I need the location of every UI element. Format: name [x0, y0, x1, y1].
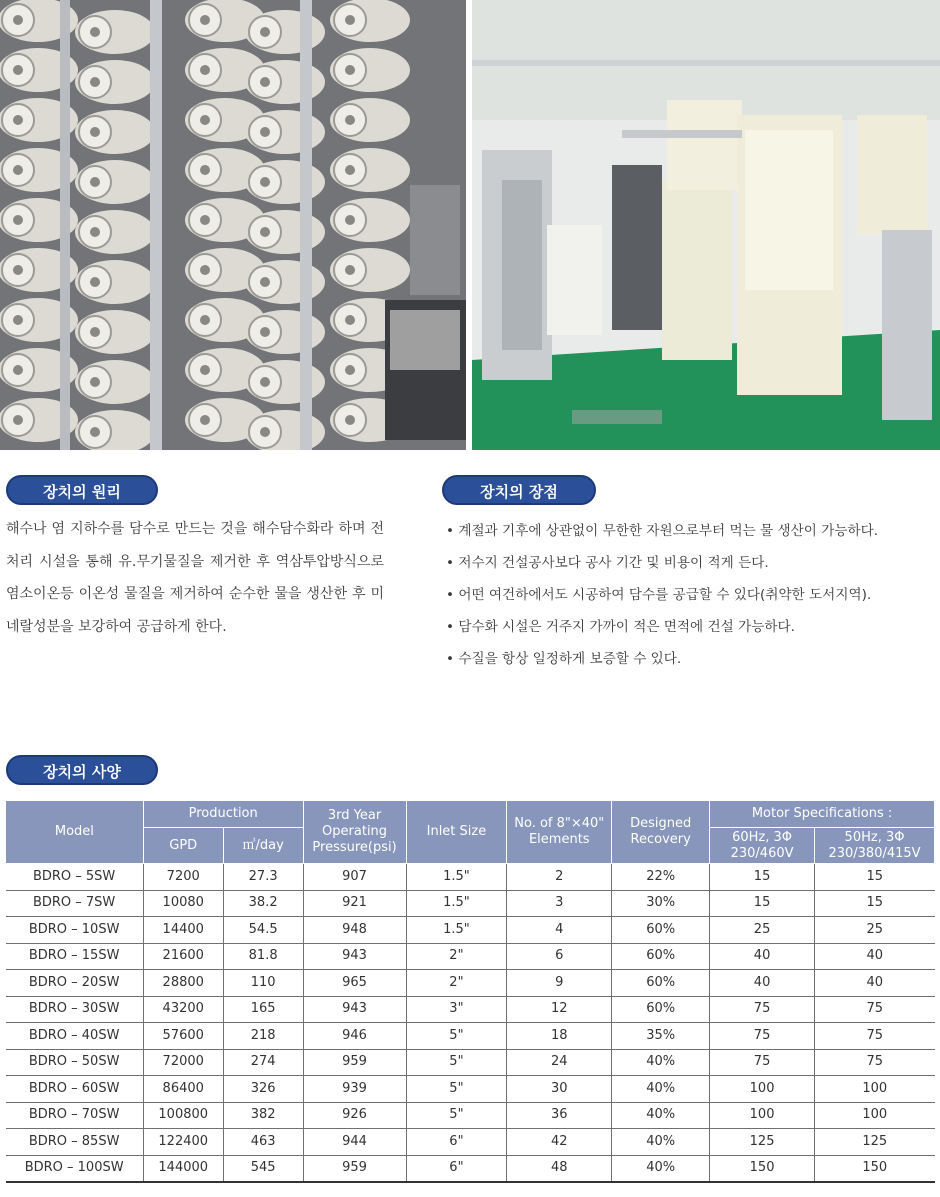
cell-inlet: 1.5" [406, 864, 507, 891]
advantage-item: • 담수화 시설은 거주지 가까이 적은 면적에 건설 가능하다. [446, 611, 938, 643]
col-header-production: Production [143, 801, 303, 828]
cell-motor-50hz: 25 [815, 917, 935, 944]
advantage-item: • 계절과 기후에 상관없이 무한한 자원으로부터 먹는 물 생산이 가능하다. [446, 515, 938, 547]
cell-motor-60hz: 150 [710, 1155, 815, 1182]
cell-inlet: 3" [406, 996, 507, 1023]
cell-model: BDRO – 20SW [6, 970, 144, 997]
cell-recovery: 40% [612, 1129, 710, 1156]
cell-pressure: 944 [303, 1129, 406, 1156]
pressure-header-line: 3rd Year [327, 808, 382, 823]
cell-inlet: 5" [406, 1102, 507, 1129]
cell-m3day: 382 [223, 1102, 303, 1129]
advantage-item: • 저수지 건설공사보다 공사 기간 및 비용이 적게 든다. [446, 547, 938, 579]
table-row [6, 1049, 935, 1076]
cell-elements: 48 [507, 1155, 612, 1182]
cell-elements: 18 [507, 1023, 612, 1050]
table-row [6, 1076, 935, 1103]
cell-elements: 2 [507, 864, 612, 891]
cell-motor-50hz: 75 [815, 1023, 935, 1050]
cell-pressure: 946 [303, 1023, 406, 1050]
col-header-gpd: GPD [143, 828, 223, 864]
cell-recovery: 60% [612, 917, 710, 944]
cell-model: BDRO – 70SW [6, 1102, 144, 1129]
cell-gpd: 21600 [143, 943, 223, 970]
table-row [6, 917, 935, 944]
cell-m3day: 54.5 [223, 917, 303, 944]
cell-m3day: 27.3 [223, 864, 303, 891]
cell-gpd: 7200 [143, 864, 223, 891]
cell-inlet: 5" [406, 1049, 507, 1076]
cell-motor-60hz: 40 [710, 970, 815, 997]
membrane-rack-photo [0, 0, 466, 450]
cell-gpd: 144000 [143, 1155, 223, 1182]
cell-elements: 4 [507, 917, 612, 944]
cell-recovery: 60% [612, 943, 710, 970]
table-row [6, 970, 935, 997]
cell-pressure: 959 [303, 1155, 406, 1182]
cell-gpd: 43200 [143, 996, 223, 1023]
cell-elements: 36 [507, 1102, 612, 1129]
cell-elements: 24 [507, 1049, 612, 1076]
cell-m3day: 326 [223, 1076, 303, 1103]
cell-m3day: 110 [223, 970, 303, 997]
cell-model: BDRO – 60SW [6, 1076, 144, 1103]
cell-pressure: 926 [303, 1102, 406, 1129]
cell-gpd: 122400 [143, 1129, 223, 1156]
table-row [6, 1023, 935, 1050]
cell-m3day: 38.2 [223, 890, 303, 917]
cell-inlet: 5" [406, 1023, 507, 1050]
principle-heading: 장치의 원리 [6, 475, 158, 505]
cell-motor-50hz: 15 [815, 890, 935, 917]
cell-gpd: 100800 [143, 1102, 223, 1129]
col-header-motor-60hz [710, 828, 815, 864]
cell-elements: 6 [507, 943, 612, 970]
cell-inlet: 1.5" [406, 890, 507, 917]
table-row [6, 996, 935, 1023]
cell-m3day: 165 [223, 996, 303, 1023]
spec-heading: 장치의 사양 [6, 755, 158, 785]
col-header-m3day: ㎥/day [223, 828, 303, 864]
principle-paragraph: 해수나 염 지하수를 담수로 만드는 것을 해수담수화라 하며 전처리 시설을 통해 유.무기물질을 제거한 후 역삼투압방식으로 염소이온등 이온성 물질을 제거하여 순수한 물을 생산한 후 미네랄성분을 보강하여 공급하게 한다. [6, 521, 384, 635]
cell-motor-50hz: 150 [815, 1155, 935, 1182]
cell-model: BDRO – 7SW [6, 890, 144, 917]
cell-recovery: 60% [612, 996, 710, 1023]
motor60-header-line: 230/460V [730, 845, 794, 861]
col-header-elements [507, 801, 612, 864]
cell-model: BDRO – 5SW [6, 864, 144, 891]
cell-pressure: 943 [303, 943, 406, 970]
cell-m3day: 463 [223, 1129, 303, 1156]
pressure-header-line: Operating [322, 824, 388, 839]
cell-m3day: 545 [223, 1155, 303, 1182]
cell-motor-60hz: 100 [710, 1076, 815, 1103]
cell-motor-50hz: 75 [815, 996, 935, 1023]
cell-motor-50hz: 40 [815, 970, 935, 997]
cell-inlet: 6" [406, 1129, 507, 1156]
cell-motor-50hz: 100 [815, 1076, 935, 1103]
table-row [6, 864, 935, 891]
cell-motor-50hz: 125 [815, 1129, 935, 1156]
advantage-item: • 수질을 항상 일정하게 보증할 수 있다. [446, 643, 938, 675]
cell-motor-50hz: 40 [815, 943, 935, 970]
cell-inlet: 1.5" [406, 917, 507, 944]
cell-recovery: 40% [612, 1102, 710, 1129]
cell-model: BDRO – 30SW [6, 996, 144, 1023]
advantage-item: • 어떤 여건하에서도 시공하여 담수를 공급할 수 있다(취약한 도서지역). [446, 579, 938, 611]
cell-motor-60hz: 75 [710, 1023, 815, 1050]
recovery-header-line: Recovery [630, 832, 691, 847]
cell-motor-60hz: 40 [710, 943, 815, 970]
cell-motor-60hz: 15 [710, 864, 815, 891]
cell-motor-60hz: 100 [710, 1102, 815, 1129]
cell-inlet: 2" [406, 970, 507, 997]
cell-motor-50hz: 100 [815, 1102, 935, 1129]
cell-model: BDRO – 50SW [6, 1049, 144, 1076]
motor60-header-line: 60Hz, 3Φ [732, 829, 793, 845]
cell-elements: 30 [507, 1076, 612, 1103]
col-header-motor: Motor Specifications : [710, 801, 935, 828]
cell-pressure: 939 [303, 1076, 406, 1103]
cell-recovery: 40% [612, 1076, 710, 1103]
col-header-model: Model [6, 801, 144, 864]
col-header-pressure [303, 801, 406, 864]
cell-m3day: 218 [223, 1023, 303, 1050]
cell-pressure: 907 [303, 864, 406, 891]
table-row [6, 1155, 935, 1182]
cell-gpd: 10080 [143, 890, 223, 917]
cell-recovery: 40% [612, 1155, 710, 1182]
cell-elements: 9 [507, 970, 612, 997]
advantage-list [446, 515, 938, 675]
cell-pressure: 948 [303, 917, 406, 944]
cell-gpd: 28800 [143, 970, 223, 997]
cell-recovery: 35% [612, 1023, 710, 1050]
elements-header-line: No. of 8"×40" [514, 816, 605, 831]
advantage-heading: 장치의 장점 [442, 475, 596, 505]
cell-elements: 42 [507, 1129, 612, 1156]
cell-inlet: 6" [406, 1155, 507, 1182]
cell-motor-60hz: 75 [710, 1049, 815, 1076]
cell-model: BDRO – 100SW [6, 1155, 144, 1182]
cell-pressure: 959 [303, 1049, 406, 1076]
cell-recovery: 60% [612, 970, 710, 997]
cell-model: BDRO – 40SW [6, 1023, 144, 1050]
cell-pressure: 921 [303, 890, 406, 917]
cell-motor-60hz: 125 [710, 1129, 815, 1156]
cell-motor-60hz: 15 [710, 890, 815, 917]
cell-gpd: 86400 [143, 1076, 223, 1103]
spec-table [5, 800, 935, 1183]
pressure-header-line: Pressure(psi) [312, 840, 397, 855]
col-header-motor-50hz [815, 828, 935, 864]
cell-pressure: 943 [303, 996, 406, 1023]
cell-motor-50hz: 75 [815, 1049, 935, 1076]
cell-gpd: 14400 [143, 917, 223, 944]
cell-inlet: 2" [406, 943, 507, 970]
cell-model: BDRO – 10SW [6, 917, 144, 944]
table-row [6, 1102, 935, 1129]
cell-motor-60hz: 75 [710, 996, 815, 1023]
table-row [6, 1129, 935, 1156]
cell-elements: 12 [507, 996, 612, 1023]
cell-inlet: 5" [406, 1076, 507, 1103]
col-header-inlet: Inlet Size [406, 801, 507, 864]
cell-m3day: 274 [223, 1049, 303, 1076]
recovery-header-line: Designed [630, 816, 692, 831]
ro-equipment-photo [472, 0, 940, 450]
cell-model: BDRO – 85SW [6, 1129, 144, 1156]
cell-elements: 3 [507, 890, 612, 917]
table-row [6, 890, 935, 917]
spec-table-body [6, 864, 935, 1183]
cell-gpd: 57600 [143, 1023, 223, 1050]
cell-recovery: 30% [612, 890, 710, 917]
col-header-recovery [612, 801, 710, 864]
cell-model: BDRO – 15SW [6, 943, 144, 970]
table-row [6, 943, 935, 970]
cell-pressure: 965 [303, 970, 406, 997]
motor50-header-line: 50Hz, 3Φ [844, 829, 905, 845]
cell-motor-50hz: 15 [815, 864, 935, 891]
cell-recovery: 22% [612, 864, 710, 891]
cell-recovery: 40% [612, 1049, 710, 1076]
motor50-header-line: 230/380/415V [828, 845, 921, 861]
cell-motor-60hz: 25 [710, 917, 815, 944]
cell-gpd: 72000 [143, 1049, 223, 1076]
cell-m3day: 81.8 [223, 943, 303, 970]
elements-header-line: Elements [528, 832, 590, 847]
